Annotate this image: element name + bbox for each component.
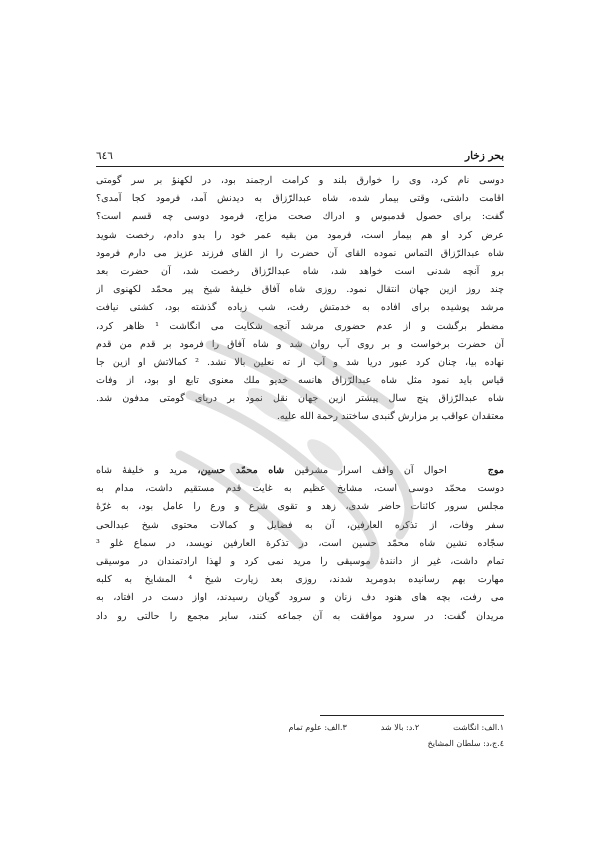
text-line: نهاده بیا، چنان کرد عبور دریا شد و آب از ته نعلین بالا نشد. ² کمالاتش او ازین جا (96, 356, 504, 368)
header-rule (96, 166, 504, 167)
text-line: عرض کرد او هم بیمار است، فرمود من بقیه عمر خود را بدو دادم، رخصت شوید (96, 229, 504, 241)
footnote-row (96, 736, 504, 752)
text-line: برو آنچه شدنی است خواهد شد، شاه عبدالرّزاق رخصت شد، آن حضرت بعد (96, 265, 504, 277)
text-line: اقامت داشتی، وقتی بیمار شده، شاه عبدالرّزاق به دیدنش آمد، فرمود کجا آمدی؟ (96, 193, 504, 205)
footnote-3: ٣.الف: علوم تمام (288, 723, 347, 732)
footnote-2: ٢.د: بالا شد (380, 723, 420, 732)
text-line: شاه عبدالرّزاق پنج سال پیشتر ازین جهان نقل نمود بر دریای گومتی مدفون شد. (96, 393, 504, 405)
paragraph-2 (96, 462, 504, 626)
intro-text: احوال آن واقف اسرار مشرقین (294, 465, 447, 476)
text-line: گفت: برای حصول قدمبوس و ادراك صحت مزاج، فرمود دوسی چه قسم است؟ (96, 211, 504, 223)
text-line: قیاس باید نمود مثل شاه عبدالرّزاق هانسه خدیو ملك معنوی تابع او بود، از وفات (96, 375, 504, 387)
text-line: معتقدان عواقب بر مزارش گنبدی ساختند رحمة الله علیه. (276, 411, 504, 423)
text-line: سجّاده نشین شاه محمّد حسین است، در تذکرة العارفین نویسد، در سماع غلو ³ (96, 537, 504, 549)
book-title: بحر زخار (465, 150, 504, 162)
section-keyword: موج (487, 465, 504, 476)
footnote-4: ٤.ج،د: سلطان المشایخ (427, 739, 504, 748)
intro-rest: مرید و خلیفهٔ شاه (96, 465, 188, 476)
text-line: دوست محمّد دوسی است، مشایخ عظیم به غایت قدم مستقیم داشت، مدام به (96, 483, 504, 495)
text-line: سفر وفات، از تذکره العارفین، آن به فضایل و کمالات محتوی شیخ عبدالحی (96, 519, 504, 531)
footnotes (96, 720, 504, 752)
text-line: می رفت، بچه های هنود دف زنان و سرود گویان رسیدند، اواز دست در افتاد، به (96, 592, 504, 604)
text-line: آن حضرت برخواست و بر روی آب روان شد و شاه آفاق را فرمود بر قدم من قدم (96, 338, 504, 350)
text-line: چند روز ازین جهان انتقال نمود. روزی شاه آفاق خلیفهٔ شیخ پیر محمّد لکهنوی از (96, 284, 504, 296)
footnote-1: ١.الف: انگاشت (453, 723, 504, 732)
footnote-row (96, 720, 504, 736)
text-line: دوسی نام کرد، وی را خوارق بلند و کرامت ارجمند بود، در لکهنؤ بر سر گومتی (96, 175, 504, 186)
footnote-rule (320, 715, 504, 716)
page-number: ٦٤٦ (96, 150, 113, 162)
text-line: تمام داشت، غیر از دانندهٔ موسیقی را مرید نمی کرد و لهذا ارادتمندان در موسیقی (96, 555, 504, 567)
text-line: شاه عبدالرّزاق التماس نموده القای آن حضرت را از القای فرزند عزیز می دارم فرمود (96, 247, 504, 259)
running-header (96, 148, 504, 168)
paragraph-1 (96, 172, 504, 427)
person-name: شاه محمّد حسین، (197, 465, 285, 476)
text-line: مهارت بهم رسانیده بدومرید شدند، روزی بعد زیارت شیخ ⁴ المشایخ به کلبه (96, 574, 504, 586)
text-line: مضطر برگشت و از عدم حضوری مرشد آنچه شکایت می انگاشت ¹ ظاهر کرد، (96, 320, 504, 332)
text-line: مجلس سرور کائنات حاضر شدی، زهد و تقوی شرع و ورع را عامل بود، به غرّهٔ (96, 501, 504, 513)
text-line: مریدان گفت: در سرود موافقت به آن جماعه کنند، سایر مجمع را حالتی رو داد (96, 610, 504, 622)
text-line-first (96, 462, 504, 480)
text-line: مرشد پوشیده برای افاده به خدمتش رفت، شب زیاده گذشته بود، کشتی نیافت (96, 302, 504, 314)
